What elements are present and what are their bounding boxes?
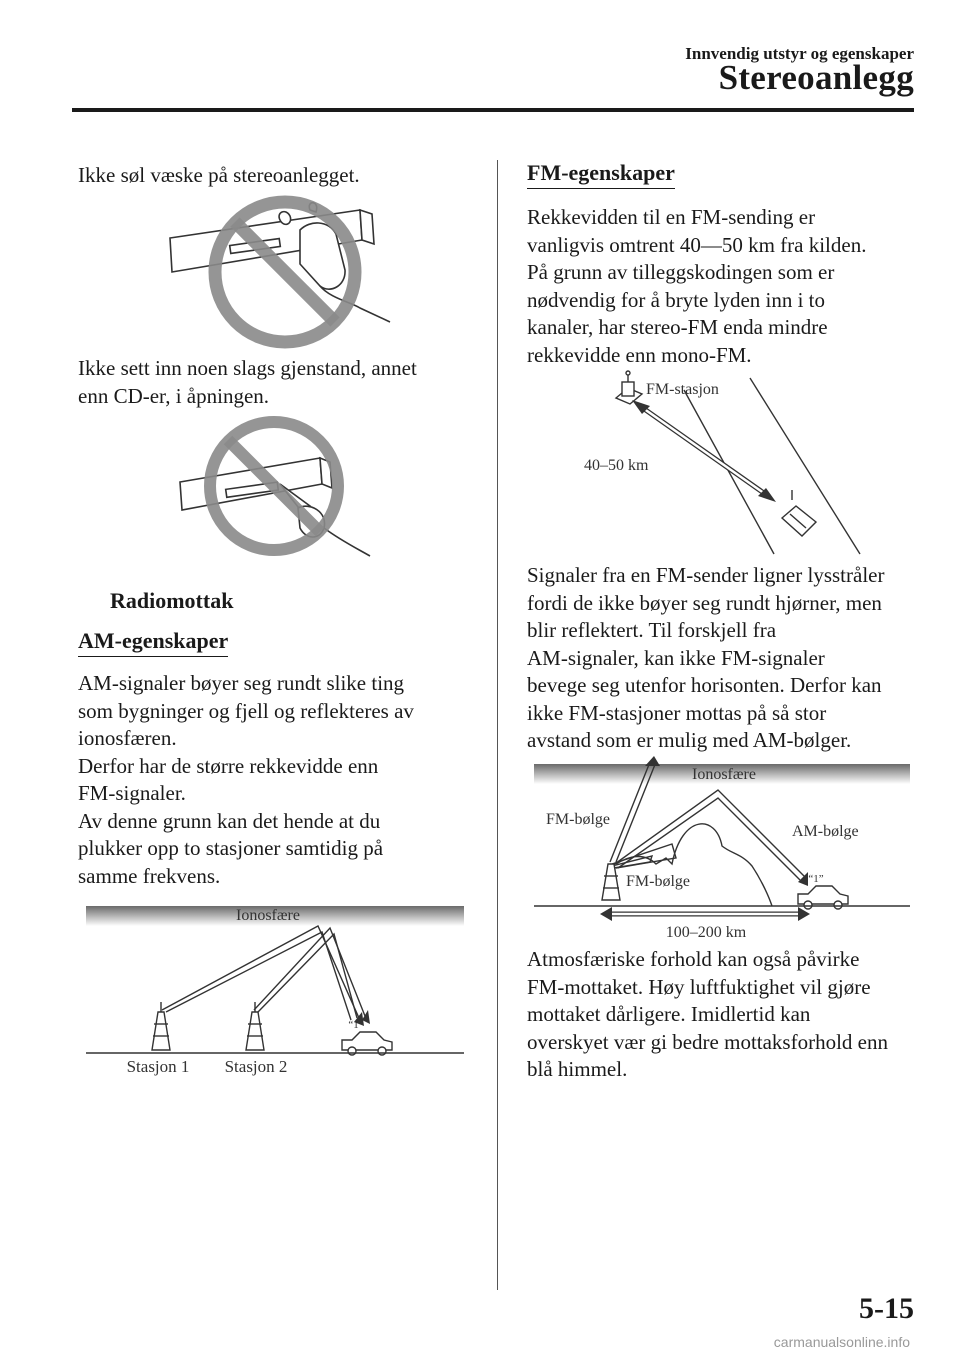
car-sound-label: “1” (808, 873, 824, 885)
am-heading: AM-egenskaper (78, 628, 228, 657)
fm-text: Rekkevidden til en FM-sending er vanligvis omtrent 40―50 km fra kilden. På grunn av tilleggskodingen som er nødvendig for å bryte lyden inn i to kanaler, har stereo-FM enda mindre rekkevidde enn mono-FM. (527, 205, 867, 367)
prohibited-object-icon (170, 416, 380, 566)
station2-label: Stasjon 2 (224, 1057, 288, 1076)
distance-label: 100–200 km (665, 924, 747, 941)
watermark: carmanualsonline.info (773, 1334, 910, 1350)
am-wave-arc (612, 790, 806, 880)
am-wave-label: AM-bølge (792, 823, 859, 840)
page-number: 5-15 (859, 1292, 914, 1325)
fm-range-diagram (570, 368, 870, 558)
no-liquid-text: Ikke søl væske på stereoanlegget. (78, 163, 360, 187)
column-divider (497, 160, 498, 1290)
car-sound-label: “1” (348, 1019, 364, 1031)
fm-am-wave-diagram (532, 754, 912, 944)
header-rule (72, 108, 914, 112)
car-icon (782, 490, 816, 536)
fm-text-2: Signaler fra en FM-sender ligner lysstråler fordi de ikke bøyer seg rundt hjørner, men blir reflektert. Til forskjell fra AM-signaler, kan ikke FM-signaler bevege seg utenfor horisonten. Derfor kan ikke FM-stasjoner mottas på så stor avstand som er mulig med AM-bølger. (527, 563, 885, 752)
no-object-text: Ikke sett inn noen slags gjenstand, annet enn CD-er, i åpningen. (78, 356, 417, 408)
ionosphere-label: Ionosfære (236, 907, 300, 924)
range-arrow (632, 400, 776, 502)
fm-wave-up-arrowhead (645, 756, 660, 766)
am-text: AM-signaler bøyer seg rundt slike ting som bygninger og fjell og reflekteres av ionosfæren. Derfor har de større rekkevidde enn FM-signaler. Av denne grunn kan det hende at du plukker opp to stasjoner samtidig på samme frekvens. (78, 671, 414, 888)
fm-range-label: 40–50 km (584, 457, 649, 474)
station1-tower-icon (152, 1002, 170, 1050)
prohibited-liquid-icon (160, 190, 400, 350)
am-reception-diagram (86, 900, 466, 1080)
fm-station-icon (616, 371, 642, 404)
fm-tower-icon (602, 864, 620, 900)
road-edge-left (684, 390, 774, 554)
radio-heading: Radiomottak (110, 588, 234, 613)
fm-station-label: FM-stasjon (646, 381, 719, 398)
fm-wave-bottom-label: FM-bølge (626, 873, 690, 890)
fm-heading: FM-egenskaper (527, 160, 675, 189)
fm-wave-top-label: FM-bølge (546, 811, 610, 828)
am-wave-lines (162, 926, 365, 1020)
fm-text-3: Atmosfæriske forhold kan også påvirke FM-mottaket. Høy luftfuktighet vil gjøre mottaket dårligere. Imidlertid kan overskyet vær gi bedre mottaksforhold enn blå himmel. (527, 947, 888, 1081)
car-icon (342, 1032, 392, 1055)
page-title: Stereoanlegg (718, 58, 914, 97)
ionosphere-label: Ionosfære (692, 766, 756, 783)
station1-label: Stasjon 1 (126, 1057, 190, 1076)
distance-arrow (600, 907, 810, 921)
header-section: Innvendig utstyr og egenskaper (685, 44, 914, 63)
mountain-outline (616, 824, 772, 906)
